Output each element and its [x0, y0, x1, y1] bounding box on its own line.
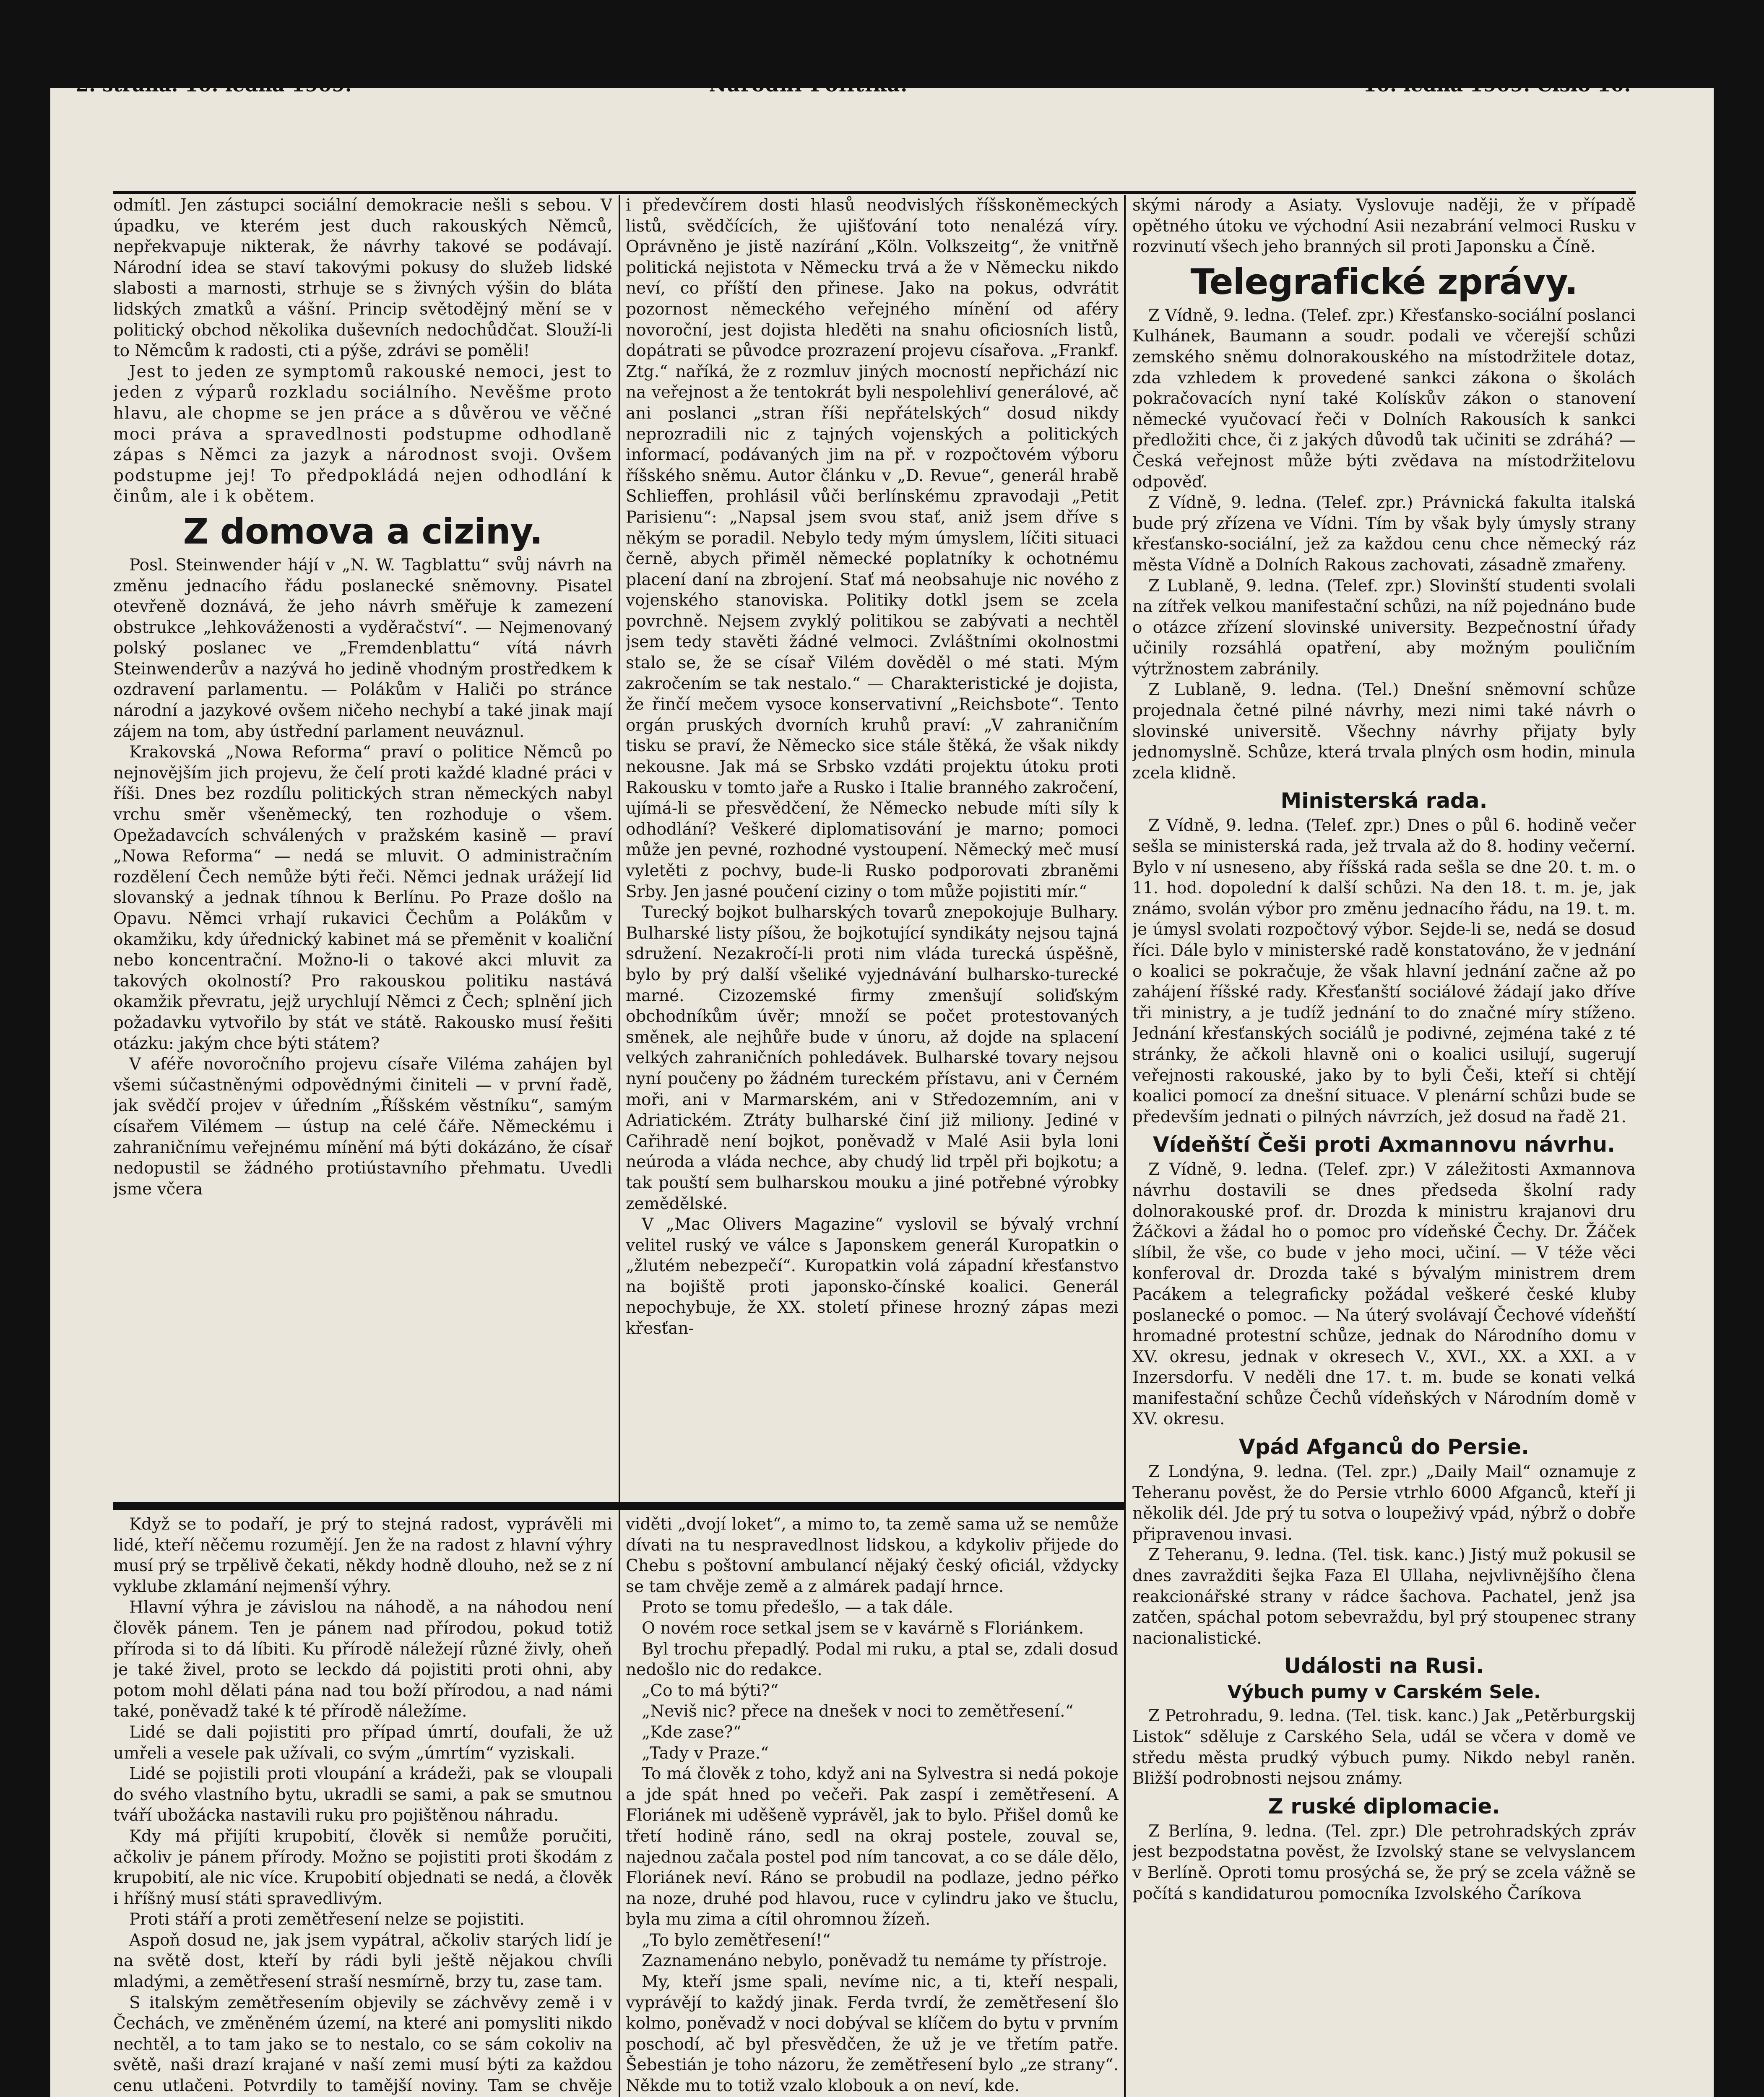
col1-paragraph: odmítl. Jen zástupci sociální demokracie nešli s sebou. V úpadku, ve kterém jest duch rakouských Němců, nepřekvapuje nikterak, že návrhy takové se podávají. Národní idea se staví takovými pokusy do služeb lidské slabosti a marnosti, strhuje se s živných výšin do bláta lidských zmatků a vášní. Princip světodějný mění se v politický obchod několika duševních nedochůdčat. Slouží-li to Němcům k radosti, cti a pýše, zdrávi se poměli! — [113, 196, 612, 361]
feuilleton-paragraph: „Neviš nic? přece na dnešek v noci to zemětřesení.“ — [642, 1702, 1074, 1721]
feuilleton-left — [113, 1514, 612, 2097]
col2-paragraph: V „Mac Olivers Magazine“ vyslovil se bývalý vrchní velitel ruský ve válce s Japonskem generál Kuropatkin o „žlutém nebezpečí“. Kuropatkin volá západní křesťanstvo na bojiště proti japonsko-čínské koalici. Generál nepochybuje, že XX. století přinese hrozný zápas mezi křesťan- — [626, 1215, 1119, 1338]
feuilleton-paragraph: S italským zemětřesením objevily se záchvěvy země i v Čechách, ve změněném území, na které ani pomysliti nikdo nechtěl, a to tam jako se to nestalo, co se sám cokoliv na světě, naši drazí krajané v naší zemi musí býti za každou cenu utlačeni. Potvrdily to tamější noviny. Tam se chvěje — [113, 1993, 612, 2096]
feuilleton-paragraph: O novém roce setkal jsem se v kavárně s Floriánkem. — [642, 1618, 1084, 1638]
feuilleton-paragraph: viděti „dvojí loket“, a mimo to, ta země sama už se nemůže dívati na tu nespravedlnost lidskou, a kdykoliv přijede do Chebu s poštovní ambulancí nějaký český oficiál, vždycky se tam chvěje země a z almárek padají hrnce. — [626, 1515, 1119, 1596]
heading-ministerska-rada: Ministerská rada. — [1280, 788, 1488, 813]
section-heading-domova: Z domova a ciziny. — [183, 510, 543, 552]
heading-videnski-cesi: Vídeňští Češi proti Axmannovu návrhu. — [1153, 1132, 1616, 1157]
col3-paragraph: Z Vídně, 9. ledna. (Telef. zpr.) Dnes o půl 6. hodině večer sešla se ministerská rada, jež trvala až do 8. hodiny večerní. Bylo v ní usneseno, aby říšská rada sešla se dne 20. t. m. o 11. hod. dopolední k další schůzi. Na den 18. t. m. je, jak známo, svolán výbor pro změnu jednacího řádu, na 19. t. m. je úmysl svolati rozpočtový výbor. Sejde-li se, nedá se dosud říci. Dále bylo v ministerské radě konstatováno, že v jednání o koalici se pokračuje, že však hlavní jednání začne až po zahájení říšské rady. Křesťanští sociálové žádají jako dříve tři ministry, a je tudíž jednání to do značné míry stíženo. Jednání křesťanských sociálů je podivné, zejména také z té stránky, že ačkoli hlavně oni o koalici usilují, sugerují veřejnosti rakouské, jako by to byli Češi, kteří si chtějí koalici pomocí za dnešní situace. V plenární schůzi bude se především jednati o pilných návrzích, jež dosud na řadě 21. — [1132, 816, 1636, 1127]
column-3 — [1132, 195, 1636, 2097]
feuilleton-paragraph: Zaznamenáno nebylo, poněvadž tu nemáme ty přístroje. — [642, 1951, 1108, 1971]
col3-paragraph: Z Vídně, 9. ledna. (Telef. zpr.) V záležitosti Axmannova návrhu dostavili se dnes předseda školní rady dolnorakouské prof. dr. Drozda k ministru krajanovi dru Žáčkovi a žádal ho o pomoc pro vídeňské Čechy. Dr. Žáček slíbil, že vše, co bude v jeho moci, učiní. — V téže věci konferoval dr. Drozda také s bývalým ministrem drem Pacákem a telegraficky požádal veškeré české kluby poslanecké o pomoc. — Na úterý svolávají Čechové vídeňští hromadné protestní schůze, jednak do Národního domu v XV. okresu, jednak v okresech V., XVI., XX. a XXI. a v Inzersdorfu. V neděli dne 17. t. m. bude se konati velká manifestační schůze Čechů vídeňských v Národním domě v XV. okresu. — [1132, 1160, 1636, 1429]
column-2 — [626, 195, 1119, 1497]
feuilleton-paragraph: Proti stáří a proti zemětřesení nelze se pojistiti. — [129, 1910, 525, 1929]
header-left: 2. strana. 10. ledna 1909. — [75, 73, 352, 96]
col3-paragraph: Z Teheranu, 9. ledna. (Tel. tisk. kanc.) Jistý muž pokusil se dnes zavražditi šejka Faza El Ullaha, nejvlivnějšího člena reakcionářské strany v rádce šachova. Pachatel, jenž jsa zatčen, spáchal potom sebevraždu, byl prý stoupenec strany nacionalistické. — [1132, 1545, 1636, 1648]
section-heading-telegraficke: Telegrafické zprávy. — [1190, 261, 1578, 302]
column-rule-1 — [619, 195, 620, 2097]
subheading-vybuch-pumy: Výbuch pumy v Carském Sele. — [1227, 1681, 1541, 1703]
feuilleton-paragraph: To má člověk z toho, když ani na Sylvestra si nedá pokoje a jde spát hned po večeři. Pak zaspí i zemětřesení. A Floriánek mi uděšeně vyprávěl, jak to bylo. Přišel domů ke třetí hodině ráno, sedl na okraj postele, zouval se, najednou začala postel pod ním tancovat, a co se dále dělo, Floriánek neví. Ráno se probudil na podlaze, jedno péřko na noze, druhé pod hlavou, ruce v cylindru jako ve štuclu, byla mu zima a cítil ohromnou žízeň. — [626, 1764, 1119, 1929]
col3-paragraph: Z Vídně, 9. ledna. (Telef. zpr.) Právnická fakulta italská bude prý zřízena ve Vídni. Tím by však byly úmysly strany křesťansko-sociální, jež za každou cenu chce německý ráz města Vídně a Dolních Rakous zachovati, zásadně zmařeny. — [1132, 493, 1636, 575]
heading-vpad-afgancu: Vpád Afganců do Persie. — [1238, 1435, 1530, 1460]
header-rule — [113, 191, 1636, 194]
col3-paragraph: Z Berlína, 9. ledna. (Tel. zpr.) Dle petrohradských zpráv jest bezpodstatna pověst, že Izvolský stane se velvyslancem v Berlíně. Oproti tomu prosýchá se, že prý se zcela vážně se počítá s kandidaturou pomocníka Izvolského Čaríkova — [1132, 1821, 1636, 1903]
heading-udalosti-na-rusi: Události na Rusi. — [1284, 1654, 1484, 1678]
feuilleton-right — [626, 1514, 1119, 2097]
feuilleton-paragraph: Aspoň dosud ne, jak jsem vypátral, ačkoliv starých lidí je na světě dost, kteří by rádi byli ještě nějakou chvíli mladými, a zemětřesení straší nesmírně, brzy tu, zase tam. — [113, 1930, 612, 1992]
col3-paragraph: Z Lublaně, 9. ledna. (Telef. zpr.) Slovinští studenti svolali na zítřek velkou manifestační schůzi, na níž pojednáno bude o otázce zřízení slovinské university. Bezpečnostní úřady učinily rozsáhlá opatření, aby možným pouličním výtržnostem zabránily. — [1132, 576, 1636, 679]
feuilleton-paragraph: Kdy má přijíti krupobití, člověk si nemůže poručiti, ačkoliv je pánem přírody. Možno se pojistiti proti škodám z krupobití, ale nic více. Krupobití objednati se nedá, a člověk i hříšný musí státi spravedlivým. — [113, 1826, 612, 1908]
col3-paragraph: skými národy a Asiaty. Vyslovuje naději, že v případě opětného útoku ve východní Asii nezabrání velmoci Rusku v rozvinutí všech jeho branných sil proti Japonsku a Číně. — [1132, 196, 1636, 257]
header-center: Národní Politika. — [709, 73, 908, 96]
feuilleton-paragraph: My, kteří jsme spali, nevíme nic, a ti, kteří nespali, vyprávějí to každý jinak. Ferda tvrdí, že zemětřesení šlo kolmo, poněvadž v noci dobýval se klíčem do bytu v prvním poschodí, ač byl přesvědčen, že už je ve třetím patře. Šebestián je toho názoru, že zemětřesení bylo „ze strany“. Někde mu to totiž vzalo klobouk a on neví, kde. — [626, 1972, 1119, 2096]
col1-paragraph: V aféře novoročního projevu císaře Viléma zahájen byl všemi súčastněnými odpovědnými činiteli — v první řadě, jak svědčí projev v úředním „Říšském věstníku“, samým císařem Vilémem — ústup na celé čáře. Německému i zahraničnímu veřejnému mínění má býti dokázáno, že císař nedopustil se žádného protiústavního přehmatu. Uvedli jsme včera — [113, 1055, 612, 1199]
col3-paragraph: Z Petrohradu, 9. ledna. (Tel. tisk. kanc.) Jak „Petěrburgskij Listok“ sděluje z Carského Sela, udál se včera v domě ve středu města prudký výbuch pumy. Nikdo nebyl raněn. Bližší podrobnosti nejsou známy. — [1132, 1707, 1636, 1788]
feuilleton-paragraph: „Tady v Praze.“ — [642, 1743, 769, 1763]
feuilleton-paragraph: Hlavní výhra je závislou na náhodě, a na náhodou není člověk pánem. Ten je pánem nad přírodou, pokud totiž příroda si to dá líbiti. Ku přírodě náležejí různé živly, oheň je také živel, proto se leckdo dá pojistiti proti ohni, aby potom mohl dělati pána nad tou boží přírodou, a nad námi také, poněvadž také k té přírodě náležíme. — [113, 1598, 612, 1721]
column-1 — [113, 195, 612, 1497]
header-right: 10. ledna 1909. Číslo 10. — [1363, 73, 1631, 96]
feuilleton-paragraph: Když se to podaří, je prý to stejná radost, vyprávěli mi lidé, kteří něčemu rozumějí. Jen že na radost z hlavní výhry musí prý se trpělivě čekati, někdy hodně dlouho, než se z ní vyklube zklamání nejmenší výhry. — [113, 1515, 612, 1596]
col1-paragraph: Jest to jeden ze symptomů rakouské nemoci, jest to jeden z výparů rozkladu sociálního. Nevěšme proto hlavu, ale chopme se jen práce a s důvěrou ve věčné moci práva a spravedlnosti podstupme odhodlaně zápas s Němci za jazyk a národnost svoji. Ovšem podstupme jej! To předpokládá nejen odhodlání k činům, ale i k obětem. — [113, 362, 612, 506]
heading-ruske-diplomacie: Z ruské diplomacie. — [1268, 1794, 1500, 1819]
col2-paragraph: Turecký bojkot bulharských tovarů znepokojuje Bulhary. Bulharské listy píšou, že bojkotující syndikáty nejsou tajná sdružení. Nezakročí-li proti nim vláda turecká úspěšně, bylo by prý další všeliké vyjednávání bulharsko-turecké marné. Cizozemské firmy zmenšují soliďským obchodníkům úvěr; množí se počet protestovaných směnek, ale nejhůře bude v únoru, až dojde na splacení velkých zahraničních pohledávek. Bulharské tovary nejsou nyní poučeny po žádném tureckém přístavu, ani v Černém moři, ani v Marmarském, ani v Středozemním, ani v Adriatickém. Ztráty bulharské činí již miliony. Jediné v Cařihradě není bojkot, poněvadž v Malé Asii byla loni neúroda a vláda nechce, aby chudý lid trpěl při bojkotu; a tak pouští sem bulharskou mouku a jiné potřebné výrobky zemědělské. — [626, 903, 1119, 1213]
col1-paragraph: Krakovská „Nowa Reforma“ praví o politice Němců po nejnovějším jich projevu, že čelí proti každé kladné práci v říši. Dnes bez rozdílu politických stran německých nabyl vrchu směr všeněmecký, ten rozhoduje o všem. Opežadavcích schválených v pražském kasině — praví „Nowa Reforma“ — nedá se mluvit. O administračním rozdělení Čech nemůže býti řeči. Němci jednak urážejí lid slovanský a jednak tíhnou k Berlínu. Po Praze došlo na Opavu. Němci vrhají rukavici Čechům a Polákům v okamžiku, kdy úřednický kabinet má se přeměnit v koaliční nebo koncentrační. Možno-li o takové akci mluvit za takových okolností? Pro rakouskou politiku nastává okamžik převratu, jejž urychlují Němci z Čech; splnění jich požadavku vytvořilo by stát ve státě. Rakousko musí řešiti otázku: jakým chce býti státem? — [113, 743, 612, 1053]
col2-paragraph: i předevčírem dosti hlasů neodvislých říšskoněmeckých listů, svědčících, že ujišťování toto nenalézá víry. Oprávněno je jistě nazírání „Köln. Volkszeitg“, že vnitřně politická nejistota v Německu trvá a že v Německu nikdo neví, co příští den přinese. Jako na pokus, odvrátit pozornost německého veřejného mínění od aféry novoroční, jest dojista hleděti na snahu oficiosních listů, dopátrati se původce prozrazení projevu císařova. „Frankf. Ztg.“ naříká, že z rozmluv jiných mocností nepřichází nic na veřejnost a že tentokrát byli nespolehliví generálové, ač ani poslanci „stran říši nepřátelských“ dosud nikdy neprozradili nic z tajných vojenských a politických informací, podávaných jim na př. v rozpočtovém výboru říšského sněmu. Autor článku v „D. Revue“, generál hrabě Schlieffen, prohlásil vůči berlínskému zpravodaji „Petit Parisienu“: „Napsal jsem svou stať, aniž jsem dříve s někým se poradil. Nebylo tedy mým úmyslem, líčiti situaci černě, abych přiměl německé poplatníky k ochotnému placení daní na zbrojení. Stať má neobsahuje nic nového z vojenského stanoviska. Politiky dotkl jsem se zcela povrchně. Nejsem zvyklý politikou se zabývati a nechtěl jsem tedy stavěti žádné velmoci. Zvláštními okolnostmi stalo se, že se císař Vilém dověděl o mé stati. Mým zakročením se tak nestalo.“ — Charakteristické je dojista, že řinčí mečem vysoce konservativní „Reichsbote“. Tento orgán pruských dvorních kruhů praví: „V zahraničním tisku se praví, že Německo sice stále štěká, že však nikdy nekousne. Jak má se Srbsko vzdáti projektu útoku proti Rakousku v tomto jaře a Rusko i Italie branného zakročení, ujímá-li se přesvědčení, že Německo nebude míti síly k odhodlání? Veškeré diplomatisování je marno; pomoci může jen pevné, rozhodné vystoupení. Německý meč musí vyletěti z pochvy, bude-li Rusko podporovati zbraněmi Srby. Jen jasné poučení ciziny o tom může pojistiti mír.“ — [626, 196, 1119, 901]
col3-paragraph: Z Londýna, 9. ledna. (Tel. zpr.) „Daily Mail“ oznamuje z Teheranu pověst, že do Persie vtrhlo 6000 Afganců, kteří ji několik dél. Jde prý tu sotva o loupeživý vpád, nýbrž o dobře připravenou invasi. — [1132, 1462, 1636, 1544]
col3-paragraph: Z Vídně, 9. ledna. (Telef. zpr.) Křesťansko-sociální poslanci Kulhánek, Baumann a soudr. podali ve včerejší schůzi zemského sněmu dolnorakouského na místodržitele dotaz, zda vzhledem k provedené sankci zákona o školách pokračovacích nyní také Kolískův zákon o stanovení německé vyučovací řeči v Dolních Rakousích k sankci předložiti chce, či z jakých důvodů tak učiniti se zdráhá? — Česká veřejnost může býti zvědava na místodržitelovu odpověď. — [1132, 306, 1636, 492]
feuilleton-paragraph: Proto se tomu předešlo, — a tak dále. — [642, 1598, 953, 1617]
feuilleton-paragraph: Byl trochu přepadlý. Podal mi ruku, a ptal se, zdali dosud nedošlo nic do redakce. — [626, 1639, 1119, 1680]
feuilleton-paragraph: Lidé se dali pojistiti pro případ úmrtí, doufali, že už umřeli a vesele pak užívali, co svým „úmrtím“ vyziskali. — [113, 1722, 612, 1763]
feuilleton-paragraph: „Kde zase?“ — [642, 1722, 742, 1742]
feuilleton-paragraph: „Co to má býti?“ — [642, 1681, 779, 1700]
feuilleton-paragraph: Lidé se pojistili proti vloupání a krádeži, pak se vloupali do svého vlastního bytu, ukradli se sami, a pak se smutnou tváří ubožácka nastavili ruku pro pojištěnou náhradu. — [113, 1764, 612, 1825]
column-rule-2 — [1124, 195, 1126, 2097]
page-header — [75, 73, 1631, 99]
feuilleton-paragraph: „To bylo zemětřesení!“ — [642, 1930, 831, 1950]
col1-paragraph: Posl. Steinwender hájí v „N. W. Tagblattu“ svůj návrh na změnu jednacího řádu poslanecké sněmovny. Pisatel otevřeně doznává, že jeho návrh směřuje k zamezení obstrukce „lehkováženosti a vyděračství“. — Nejmenovaný polský poslanec ve „Fremdenblattu“ vítá návrh Steinwenderův a nazývá ho jedině vhodným prostředkem k ozdravení parlamentu. — Polákům v Haliči po stránce národní a jazykové ovšem ničeho nechybí a také jinak mají zájem na tom, aby ústřední parlament neuváznul. — [113, 555, 612, 741]
col3-paragraph: Z Lublaně, 9. ledna. (Tel.) Dnešní sněmovní schůze projednala četné pilné návrhy, mezi nimi také návrh o slovinské universitě. Všechny návrhy přijaty byly jednomyslně. Schůze, která trvala plných osm hodin, minula zcela klidně. — [1132, 680, 1636, 783]
feuilleton-rule — [113, 1502, 1124, 1510]
